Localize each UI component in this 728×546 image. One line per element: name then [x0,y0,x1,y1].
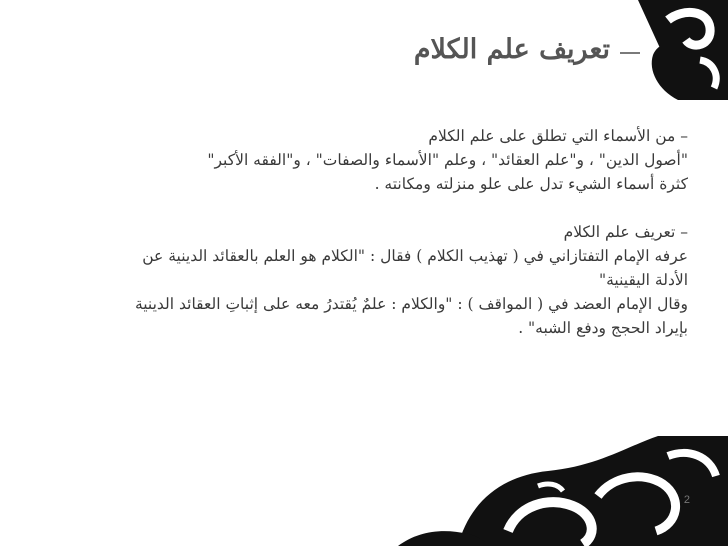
body-line-8: بإيراد الحجج ودفع الشبه" . [518,319,688,337]
body-line-1: – من الأسماء التي تطلق على علم الكلام [428,127,688,145]
body-line-3: كثرة أسماء الشيء تدل على علو منزلته ومكانته . [374,175,688,193]
body-line-6: الأدلة اليقينية" [598,271,688,289]
body-line-4: – تعريف علم الكلام [563,223,688,241]
body-line-7: وقال الإمام العضد في ( المواقف ) : "والكلام : علمٌ يُقتدرُ معه على إثباتِ العقائد الدينية [134,295,688,313]
slide-title: تعريف علم الكلام [413,34,610,65]
title-dash [620,52,640,54]
calligraphy-decoration-bottom [398,436,728,546]
body-line-5: عرفه الإمام التفتازاني في ( تهذيب الكلام ) فقال : "الكلام هو العلم بالعقائد الدينية عن [142,247,688,265]
page-number: 2 [683,494,690,506]
body-line-2: "أصول الدين" ، و"علم العقائد" ، وعلم "الأسماء والصفات" ، و"الفقه الأكبر" [207,151,688,169]
slide-body [78,124,688,340]
calligraphy-decoration-top [638,0,728,100]
